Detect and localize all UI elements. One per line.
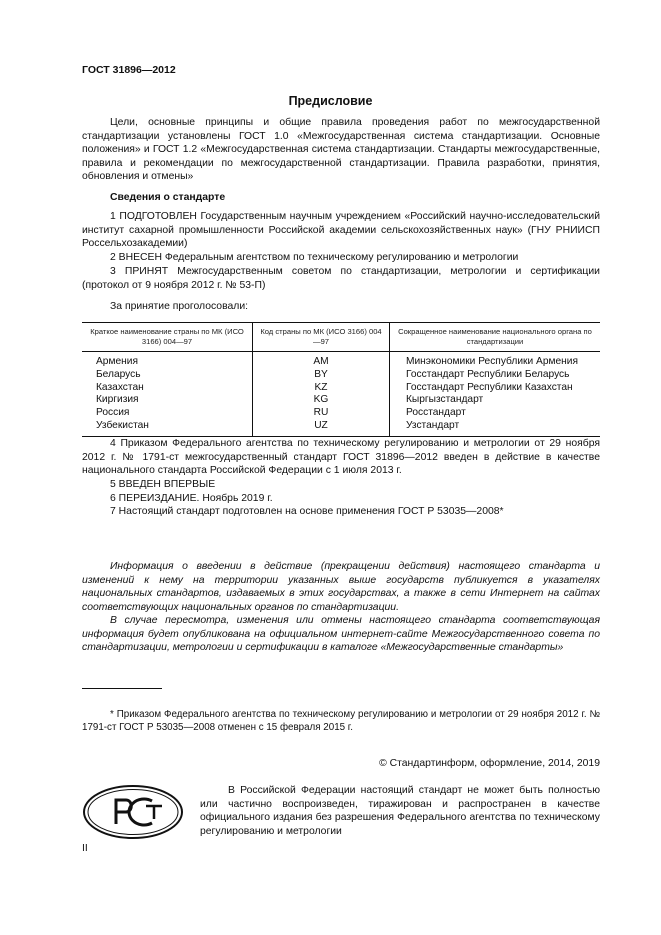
cell-code: RU: [253, 407, 390, 420]
col-header-country: Краткое наименование страны по МК (ИСО 3166) 004—97: [82, 323, 253, 352]
cell-body: Кыргызстандарт: [390, 394, 601, 407]
cell-body: Росстандарт: [390, 407, 601, 420]
table-row: [82, 369, 600, 382]
cell-country: Армения: [96, 356, 138, 367]
cell-code: KZ: [253, 382, 390, 395]
copyright: © Стандартинформ, оформление, 2014, 2019: [379, 758, 600, 769]
cell-code: BY: [253, 369, 390, 382]
info-paragraph-1: Информация о введении в действие (прекращении действия) настоящего стандарта и изменений к нему на территории указанных выше государств публикуется в указателях национальных стандартов, издаваемых в этих государствах, а также в сети Интернет на сайтах соответствующих национальных органов по стандартизации.: [82, 561, 600, 613]
cell-body: Госстандарт Республики Казахстан: [390, 382, 601, 395]
item-1: 1 ПОДГОТОВЛЕН Государственным научным учреждением «Российский научно-исследовательский институт сахарной промышленности Российской академии сельскохозяйственных наук» (ГНУ РНИИСП Россельхозакадемии): [82, 211, 600, 250]
intro-paragraph: Цели, основные принципы и общие правила проведения работ по межгосударственной стандартизации установлены ГОСТ 1.0 «Межгосударственная система стандартизации. Основные положения» и ГОСТ 1.2 «Межгосударственная система стандартизации. Стандарты межгосударственные, правила и рекомендации по межгосударственной стандартизации. Правила разработки, принятия, обновления и отмены»: [82, 117, 600, 183]
table-row: [82, 352, 600, 369]
rights-notice: В Российской Федерации настоящий стандарт не может быть полностью или частично воспроизведен, тиражирован и распространен в качестве официального издания без разрешения Федерального агентства по техническому регулированию и метрологии: [200, 785, 600, 837]
cell-body: Узстандарт: [390, 420, 601, 436]
col-header-code: Код страны по МК (ИСО 3166) 004—97: [253, 323, 390, 352]
footnote-rule: [82, 688, 162, 689]
page-number: II: [82, 843, 88, 854]
item-2: 2 ВНЕСЕН Федеральным агентством по техническому регулированию и метрологии: [110, 252, 519, 263]
cell-country: Киргизия: [96, 394, 139, 406]
table-row: [82, 420, 600, 436]
table-row: [82, 407, 600, 420]
table-header-row: [82, 323, 600, 352]
cell-country: Беларусь: [96, 368, 141, 380]
countries-table: [82, 322, 600, 437]
document-code: ГОСТ 31896—2012: [82, 64, 176, 76]
item-5: 5 ВВЕДЕН ВПЕРВЫЕ: [110, 479, 216, 490]
cell-code: AM: [253, 352, 390, 369]
col-header-body: Сокращенное наименование национального органа по стандартизации: [390, 323, 601, 352]
voted-label: За принятие проголосовали:: [110, 301, 249, 312]
page-title: Предисловие: [288, 94, 373, 108]
cell-body: Госстандарт Республики Беларусь: [390, 369, 601, 382]
item-6: 6 ПЕРЕИЗДАНИЕ. Ноябрь 2019 г.: [110, 493, 273, 504]
cell-body: Минэкономики Республики Армения: [390, 352, 601, 369]
item-4: 4 Приказом Федерального агентства по техническому регулированию и метрологии от 29 ноября 2012 г. № 1791-ст межгосударственный стандарт ГОСТ 31896—2012 введен в действие в качестве национального стандарта Российской Федерации с 1 июля 2013 г.: [82, 438, 600, 477]
item-3: 3 ПРИНЯТ Межгосударственным советом по стандартизации, метрологии и сертификации (протокол от 9 ноября 2012 г. № 53-П): [82, 266, 600, 291]
cell-country: Россия: [96, 407, 130, 419]
table-row: [82, 394, 600, 407]
cell-country: Узбекистан: [82, 420, 253, 436]
info-paragraph-2: В случае пересмотра, изменения или отмены настоящего стандарта соответствующая информация будет опубликована на официальном интернет-сайте Межгосударственного совета по стандартизации, метрологии и сертификации в каталоге «Межгосударственные стандарты»: [82, 615, 600, 654]
about-heading: Сведения о стандарте: [110, 192, 226, 203]
rst-logo-icon: [82, 784, 184, 840]
cell-code: KG: [253, 394, 390, 407]
footnote: * Приказом Федерального агентства по техническому регулированию и метрологии от 29 ноября 2012 г. № 1791-ст ГОСТ Р 53035—2008 отменен с 15 февраля 2015 г.: [82, 709, 600, 733]
cell-code: UZ: [253, 420, 390, 436]
table-row: [82, 382, 600, 395]
item-7: 7 Настоящий стандарт подготовлен на основе применения ГОСТ Р 53035—2008*: [110, 506, 504, 517]
cell-country: Казахстан: [96, 381, 144, 393]
